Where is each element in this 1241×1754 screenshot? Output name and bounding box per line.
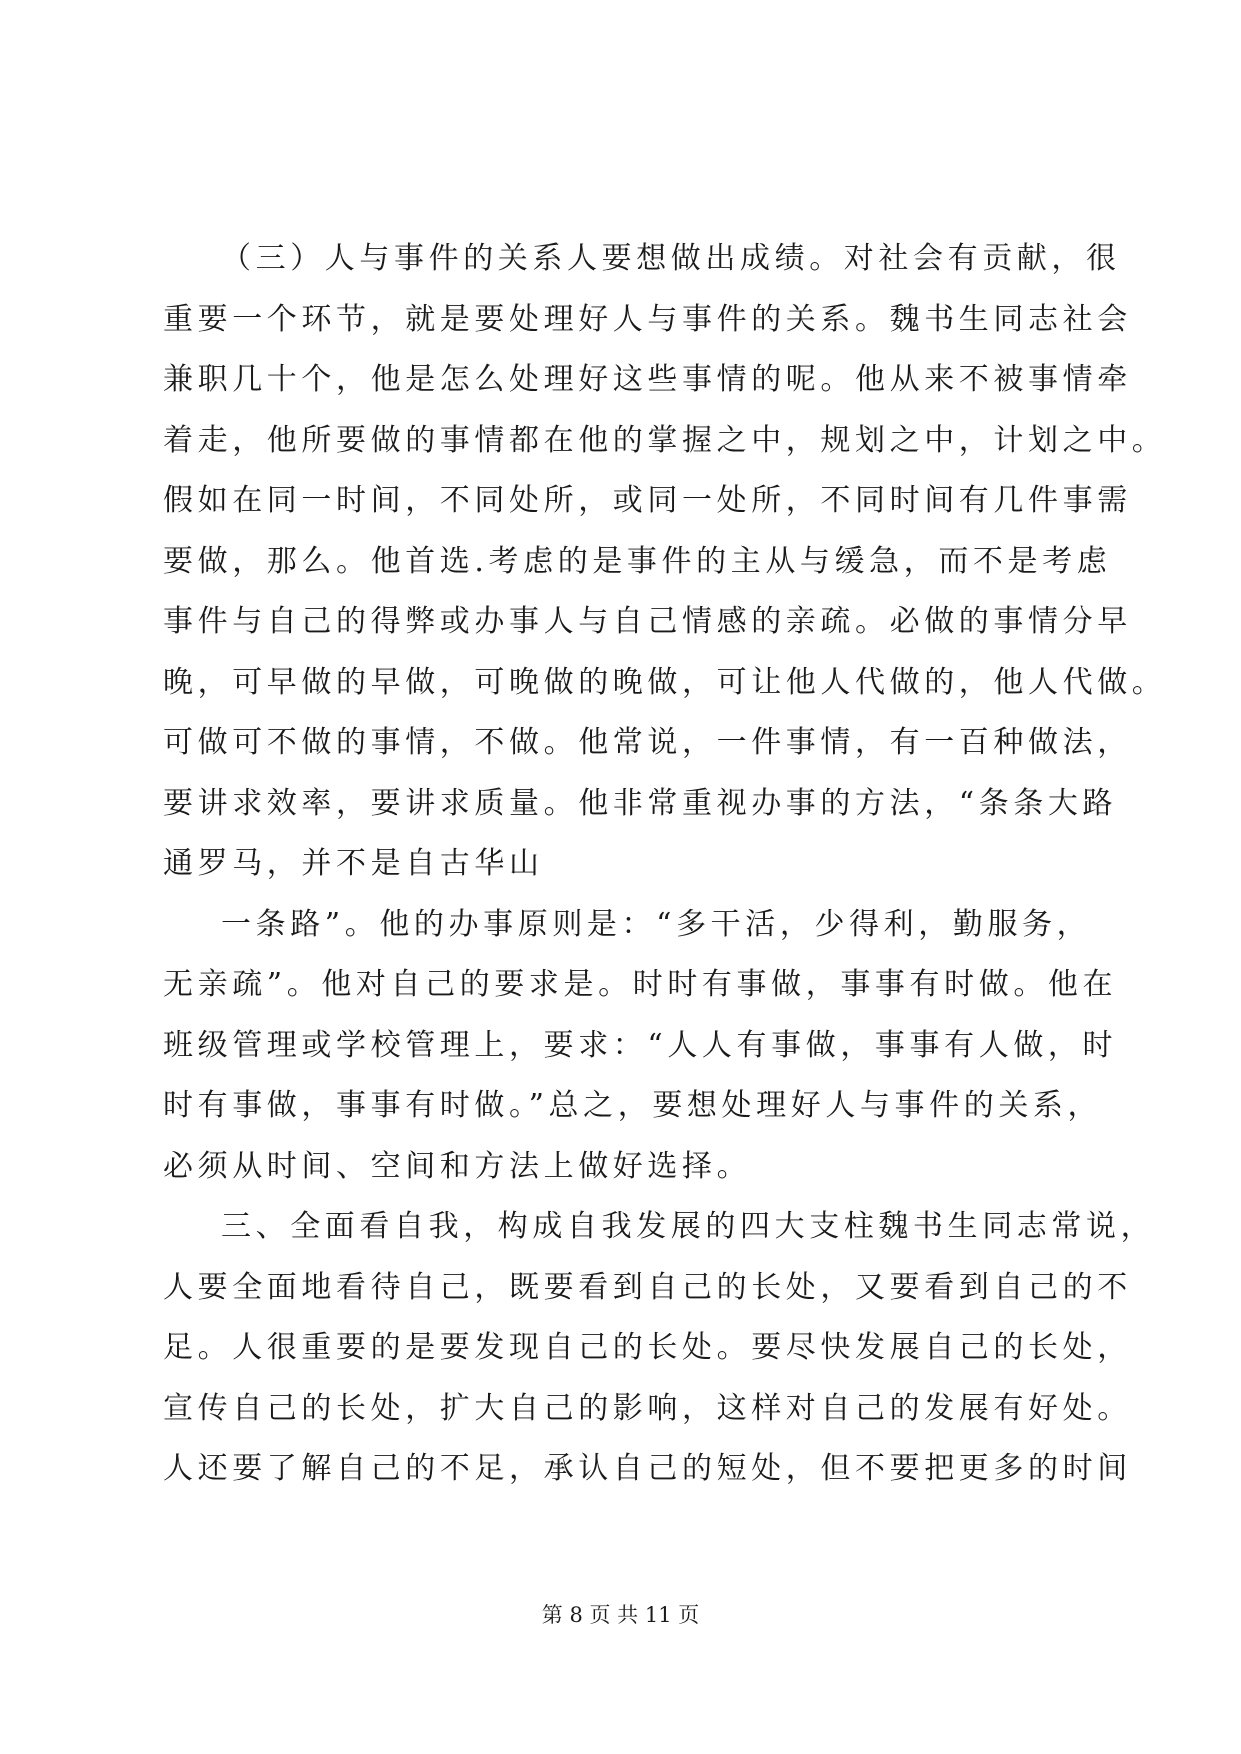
text-line: 假如在同一时间，不同处所，或同一处所，不同时间有几件事需 [163,483,1132,518]
text-line: 事件与自己的得弊或办事人与自己情感的亲疏。必做的事情分早 [163,604,1132,639]
text-line: 要讲求效率，要讲求质量。他非常重视办事的方法，“条条大路 [163,785,1118,821]
text-line: 重要一个环节，就是要处理好人与事件的关系。魏书生同志社会 [163,301,1132,337]
page-footer [0,1601,1241,1629]
text-line: 无亲疏”。他对自己的要求是。时时有事做，事事有时做。他在 [163,967,1118,1002]
text-line: 着走，他所要做的事情都在他的掌握之中，规划之中，计划之中。 [163,422,1167,458]
text-line: 一条路”。他的办事原则是：“多干活，少得利，勤服务， [221,906,1092,942]
text-line: 宣传自己的长处，扩大自己的影响，这样对自己的发展有好处。 [163,1390,1132,1426]
text-line: 人要全面地看待自己，既要看到自己的长处，又要看到自己的不 [163,1269,1132,1305]
text-line: 要做，那么。他首选.考虑的是事件的主从与缓急，而不是考虑 [163,543,1112,579]
text-line: （三）人与事件的关系人要想做出成绩。对社会有贡献，很 [221,241,1121,276]
text-line: 人还要了解自己的不足，承认自己的短处，但不要把更多的时间 [163,1451,1132,1486]
text-line: 三、全面看自我，构成自我发展的四大支柱魏书生同志常说， [221,1209,1156,1244]
text-line: 足。人很重要的是要发现自己的长处。要尽快发展自己的长处， [163,1330,1132,1365]
text-line: 兼职几十个，他是怎么处理好这些事情的呢。他从来不被事情牵 [163,362,1132,397]
text-line: 时有事做，事事有时做。”总之，要想处理好人与事件的关系， [163,1088,1103,1123]
text-line: 可做可不做的事情，不做。他常说，一件事情，有一百种做法， [163,725,1132,760]
text-line: 必须从时间、空间和方法上做好选择。 [163,1148,752,1184]
text-line: 晚，可早做的早做，可晚做的晚做，可让他人代做的，他人代做。 [163,664,1167,700]
page-number-label: 第 8 页 共 11 页 [541,1603,700,1627]
text-line: 通罗马，并不是自古华山 [163,846,544,881]
text-line: 班级管理或学校管理上，要求：“人人有事做，事事有人做，时 [163,1027,1118,1063]
body-text [163,229,1167,1500]
